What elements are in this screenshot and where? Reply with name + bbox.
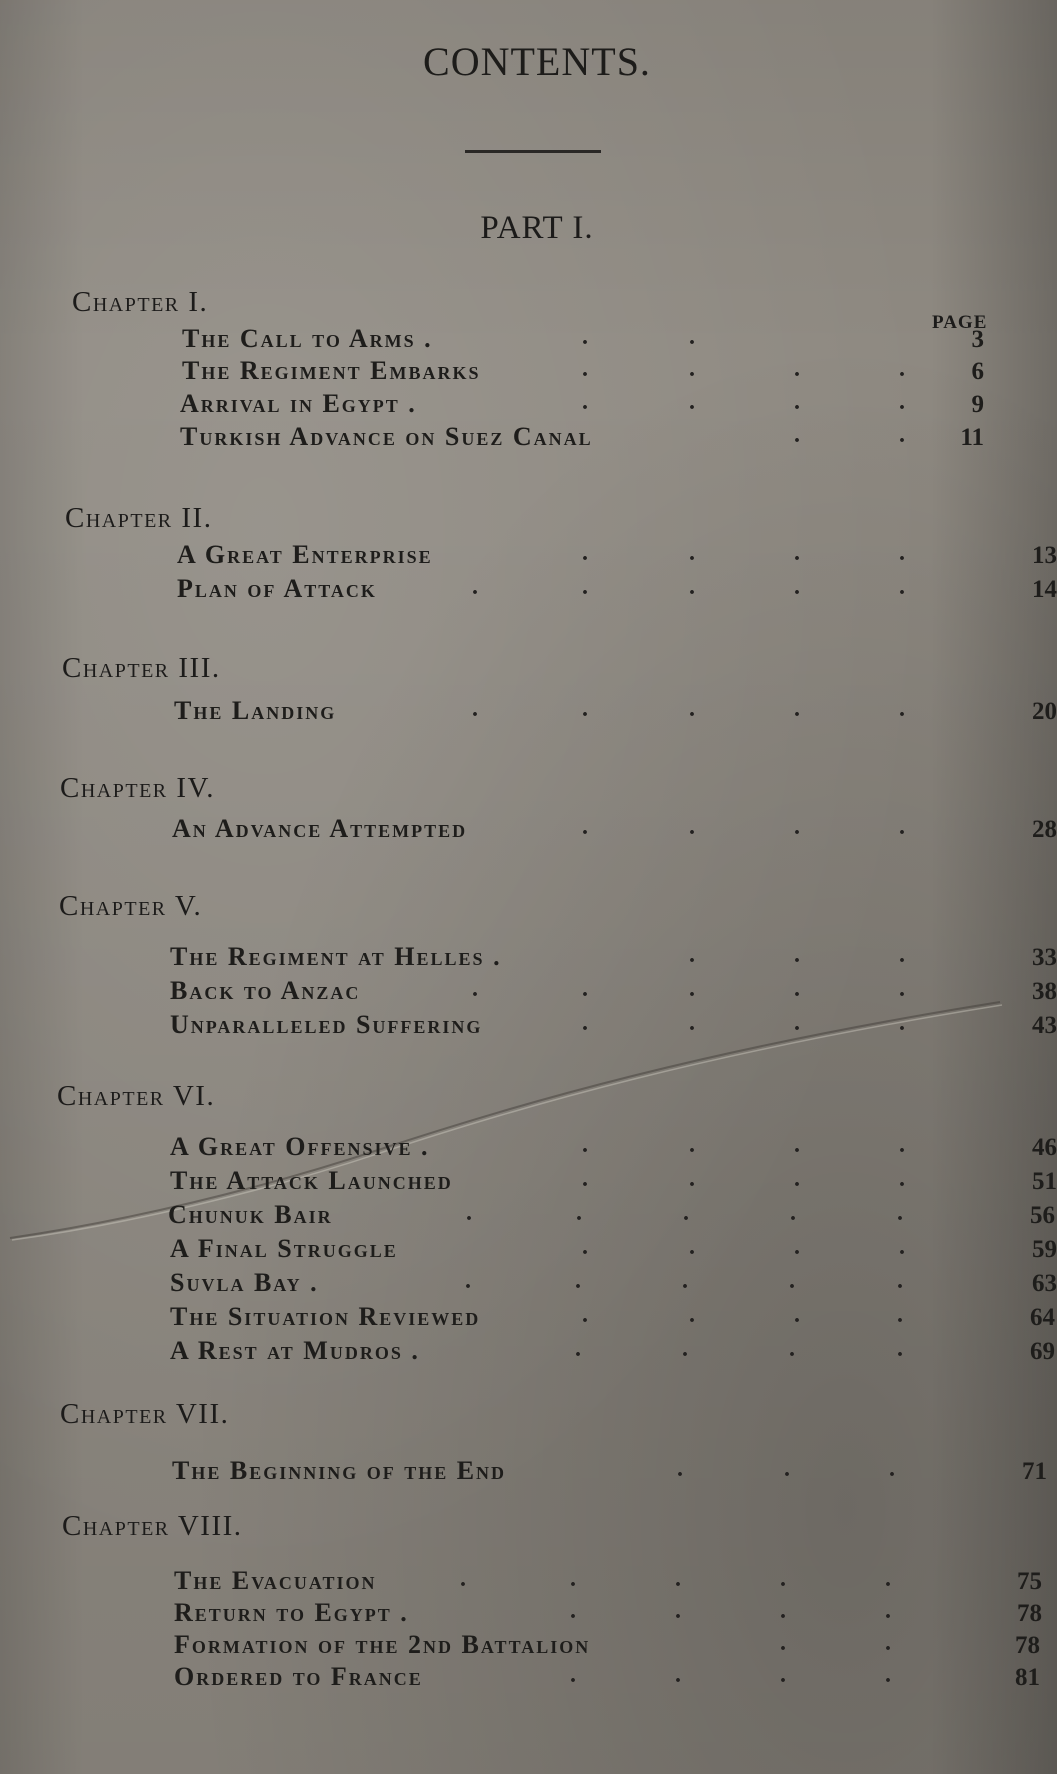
entry-page-number: 56: [1030, 1202, 1055, 1229]
toc-entry: Turkish Advance on Suez Canal . . 11: [180, 422, 984, 451]
entry-title: Chunuk Bair: [168, 1200, 333, 1229]
entry-page-number: 78: [1015, 1632, 1040, 1659]
page-title: CONTENTS.: [423, 39, 651, 84]
toc-entry: A Great Enterprise . . . . 13: [177, 540, 1057, 569]
chapter-heading: Chapter VI.: [57, 1080, 216, 1112]
entry-page-number: 6: [971, 358, 984, 385]
toc-entry: The Landing . . . . . 20: [174, 696, 1057, 725]
entry-title: Plan of Attack: [177, 574, 377, 603]
toc-entry: The Beginning of the End . . . 71: [172, 1456, 1047, 1485]
entry-page-number: 20: [1032, 698, 1057, 725]
toc-entry: An Advance Attempted . . . . 28: [172, 814, 1057, 843]
toc-entry: Suvla Bay . . . . . . 63: [170, 1268, 1057, 1297]
entry-title: Back to Anzac: [170, 976, 361, 1005]
title-rule: [465, 150, 601, 153]
chapter-heading: Chapter III.: [62, 652, 221, 684]
toc-entry: Return to Egypt . . . . . 78: [174, 1598, 1042, 1627]
entry-page-number: 3: [971, 326, 984, 353]
entry-page-number: 63: [1032, 1270, 1057, 1297]
entry-page-number: 33: [1032, 944, 1057, 971]
entry-page-number: 59: [1032, 1236, 1057, 1263]
part-heading: PART I.: [480, 210, 594, 246]
toc-entry: The Regiment at Helles . . . . 33: [170, 942, 1057, 971]
chapter-heading: Chapter V.: [59, 890, 203, 922]
entry-page-number: 78: [1017, 1600, 1042, 1627]
toc-entry: Formation of the 2nd Battalion . . 78: [174, 1630, 1040, 1659]
entry-title: The Call to Arms .: [182, 324, 433, 353]
toc-entry: Arrival in Egypt . . . . . 9: [180, 389, 984, 418]
entry-title: Ordered to France: [174, 1662, 423, 1691]
toc-entry: Plan of Attack . . . . . 14: [177, 574, 1057, 603]
chapter-heading: Chapter I.: [72, 286, 209, 318]
chapter-heading: Chapter IV.: [60, 772, 215, 804]
entry-page-number: 46: [1032, 1134, 1057, 1161]
entry-title: An Advance Attempted: [172, 814, 468, 843]
entry-title: Arrival in Egypt .: [180, 389, 417, 418]
entry-page-number: 11: [960, 424, 984, 451]
toc-entry: A Great Offensive . . . . . 46: [170, 1132, 1057, 1161]
entry-page-number: 43: [1032, 1012, 1057, 1039]
toc-entry: The Evacuation . . . . . 75: [174, 1566, 1042, 1595]
toc-entry: Unparalleled Suffering . . . . 43: [170, 1010, 1057, 1039]
entry-page-number: 81: [1015, 1664, 1040, 1691]
entry-page-number: 28: [1032, 816, 1057, 843]
toc-entry: The Regiment Embarks . . . . 6: [182, 356, 984, 385]
entry-title: A Final Struggle: [170, 1234, 398, 1263]
entry-title: A Great Enterprise: [177, 540, 433, 569]
entry-page-number: 14: [1032, 576, 1057, 603]
toc-entry: Ordered to France . . . . 81: [174, 1662, 1040, 1691]
entry-title: The Evacuation: [174, 1566, 377, 1595]
entry-title: Formation of the 2nd Battalion: [174, 1630, 591, 1659]
entry-page-number: 71: [1022, 1458, 1047, 1485]
toc-entry: The Call to Arms . . . 3: [182, 324, 984, 353]
entry-page-number: 64: [1030, 1304, 1055, 1331]
entry-title: The Regiment Embarks: [182, 356, 481, 385]
entry-title: The Landing: [174, 696, 337, 725]
entry-title: The Regiment at Helles .: [170, 942, 502, 971]
entry-title: Suvla Bay .: [170, 1268, 319, 1297]
entry-title: The Attack Launched: [170, 1166, 453, 1195]
entry-title: Unparalleled Suffering: [170, 1010, 483, 1039]
chapter-heading: Chapter II.: [65, 502, 213, 534]
entry-page-number: 75: [1017, 1568, 1042, 1595]
chapter-heading: Chapter VII.: [60, 1398, 230, 1430]
toc-entry: A Rest at Mudros . . . . . 69: [170, 1336, 1055, 1365]
entry-page-number: 51: [1032, 1168, 1057, 1195]
toc-entry: The Situation Reviewed . . . . 64: [170, 1302, 1055, 1331]
entry-page-number: 38: [1032, 978, 1057, 1005]
entry-title: A Rest at Mudros .: [170, 1336, 420, 1365]
entry-page-number: 9: [971, 391, 984, 418]
entry-page-number: 13: [1032, 542, 1057, 569]
toc-entry: Back to Anzac . . . . . 38: [170, 976, 1057, 1005]
entry-title: A Great Offensive .: [170, 1132, 430, 1161]
entry-title: The Beginning of the End: [172, 1456, 507, 1485]
entry-title: Return to Egypt .: [174, 1598, 409, 1627]
entry-title: Turkish Advance on Suez Canal: [180, 422, 593, 451]
toc-entry: The Attack Launched . . . . 51: [170, 1166, 1057, 1195]
chapter-heading: Chapter VIII.: [62, 1510, 243, 1542]
entry-page-number: 69: [1030, 1338, 1055, 1365]
page-column-header: PAGE: [932, 312, 988, 333]
toc-entry: Chunuk Bair . . . . . 56: [168, 1200, 1055, 1229]
toc-entry: A Final Struggle . . . . 59: [170, 1234, 1057, 1263]
entry-title: The Situation Reviewed: [170, 1302, 481, 1331]
